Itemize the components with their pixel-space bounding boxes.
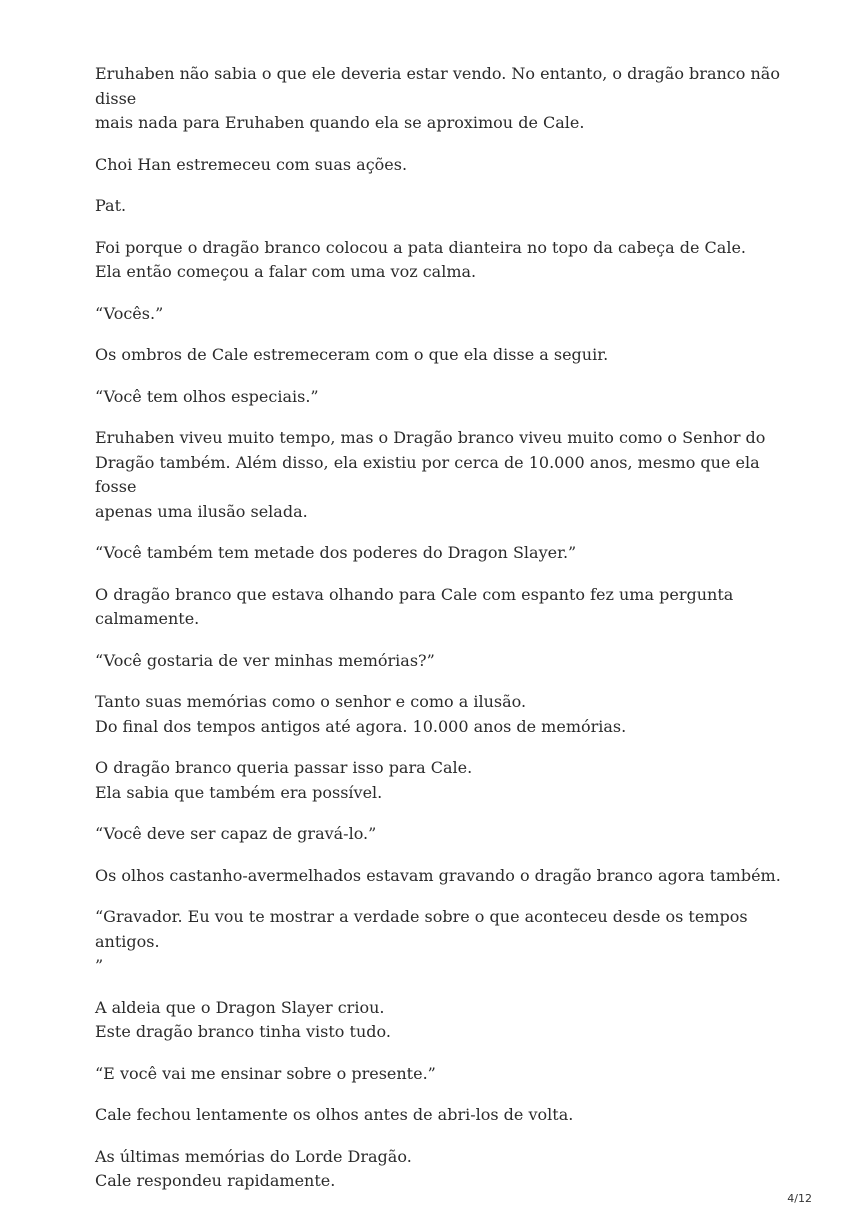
paragraph-line: Eruhaben não sabia o que ele deveria estar vendo. No entanto, o dragão branco não disse bbox=[95, 64, 780, 108]
paragraph bbox=[95, 1145, 795, 1194]
paragraph-line: As últimas memórias do Lorde Dragão. bbox=[95, 1146, 412, 1166]
paragraph bbox=[95, 426, 795, 524]
paragraph bbox=[95, 62, 795, 136]
paragraph-line: “E você vai me ensinar sobre o presente.” bbox=[95, 1063, 436, 1083]
paragraph bbox=[95, 864, 795, 889]
paragraph bbox=[95, 649, 795, 674]
paragraph-line: A aldeia que o Dragon Slayer criou. bbox=[95, 997, 385, 1017]
paragraph bbox=[95, 153, 795, 178]
paragraph-line: Este dragão branco tinha visto tudo. bbox=[95, 1022, 391, 1041]
paragraph-line: “Você tem olhos especiais.” bbox=[95, 386, 319, 406]
paragraph-line: apenas uma ilusão selada. bbox=[95, 501, 308, 521]
paragraph-line: Eruhaben viveu muito tempo, mas o Dragão branco viveu muito como o Senhor do bbox=[95, 428, 766, 447]
paragraph-line: Dragão também. Além disso, ela existiu por cerca de 10.000 anos, mesmo que ela fosse bbox=[95, 452, 760, 496]
paragraph bbox=[95, 541, 795, 566]
paragraph bbox=[95, 385, 795, 410]
paragraph bbox=[95, 905, 795, 979]
paragraph-line: Ela então começou a falar com uma voz calma. bbox=[95, 262, 477, 281]
paragraph-line: ” bbox=[95, 956, 104, 975]
paragraph-line: Ela sabia que também era possível. bbox=[95, 782, 383, 802]
paragraph bbox=[95, 236, 795, 285]
paragraph-line: “Vocês.” bbox=[95, 303, 164, 323]
page-number: 4/12 bbox=[787, 1192, 812, 1205]
paragraph-line: Tanto suas memórias como o senhor e como a ilusão. bbox=[95, 692, 527, 711]
paragraph bbox=[95, 583, 795, 632]
paragraph-line: Os ombros de Cale estremeceram com o que ela disse a seguir. bbox=[95, 345, 609, 364]
paragraph bbox=[95, 1103, 795, 1128]
paragraph-line: calmamente. bbox=[95, 609, 200, 628]
document-body bbox=[95, 62, 795, 1211]
paragraph-line: mais nada para Eruhaben quando ela se aproximou de Cale. bbox=[95, 113, 585, 132]
paragraph-line: O dragão branco que estava olhando para Cale com espanto fez uma pergunta bbox=[95, 584, 734, 604]
paragraph-line: Choi Han estremeceu com suas ações. bbox=[95, 154, 408, 174]
paragraph bbox=[95, 822, 795, 847]
paragraph-line: “Você deve ser capaz de gravá-lo.” bbox=[95, 824, 377, 843]
paragraph bbox=[95, 302, 795, 327]
paragraph-line: O dragão branco queria passar isso para Cale. bbox=[95, 758, 473, 777]
paragraph bbox=[95, 1062, 795, 1087]
paragraph-line: Cale respondeu rapidamente. bbox=[95, 1171, 336, 1190]
paragraph-line: Cale fechou lentamente os olhos antes de abri-los de volta. bbox=[95, 1105, 574, 1124]
paragraph-line: “Você gostaria de ver minhas memórias?” bbox=[95, 650, 435, 670]
paragraph-line: “Gravador. Eu vou te mostrar a verdade sobre o que aconteceu desde os tempos antigos. bbox=[95, 907, 748, 951]
paragraph-line: “Você também tem metade dos poderes do Dragon Slayer.” bbox=[95, 543, 577, 562]
paragraph-line: Foi porque o dragão branco colocou a pata dianteira no topo da cabeça de Cale. bbox=[95, 237, 746, 257]
paragraph-line: Do final dos tempos antigos até agora. 10.000 anos de memórias. bbox=[95, 716, 627, 736]
paragraph bbox=[95, 756, 795, 805]
paragraph bbox=[95, 996, 795, 1045]
paragraph bbox=[95, 194, 795, 219]
paragraph-line: Os olhos castanho-avermelhados estavam gravando o dragão branco agora também. bbox=[95, 865, 781, 885]
paragraph-line: Pat. bbox=[95, 196, 127, 215]
paragraph bbox=[95, 690, 795, 739]
paragraph bbox=[95, 343, 795, 368]
